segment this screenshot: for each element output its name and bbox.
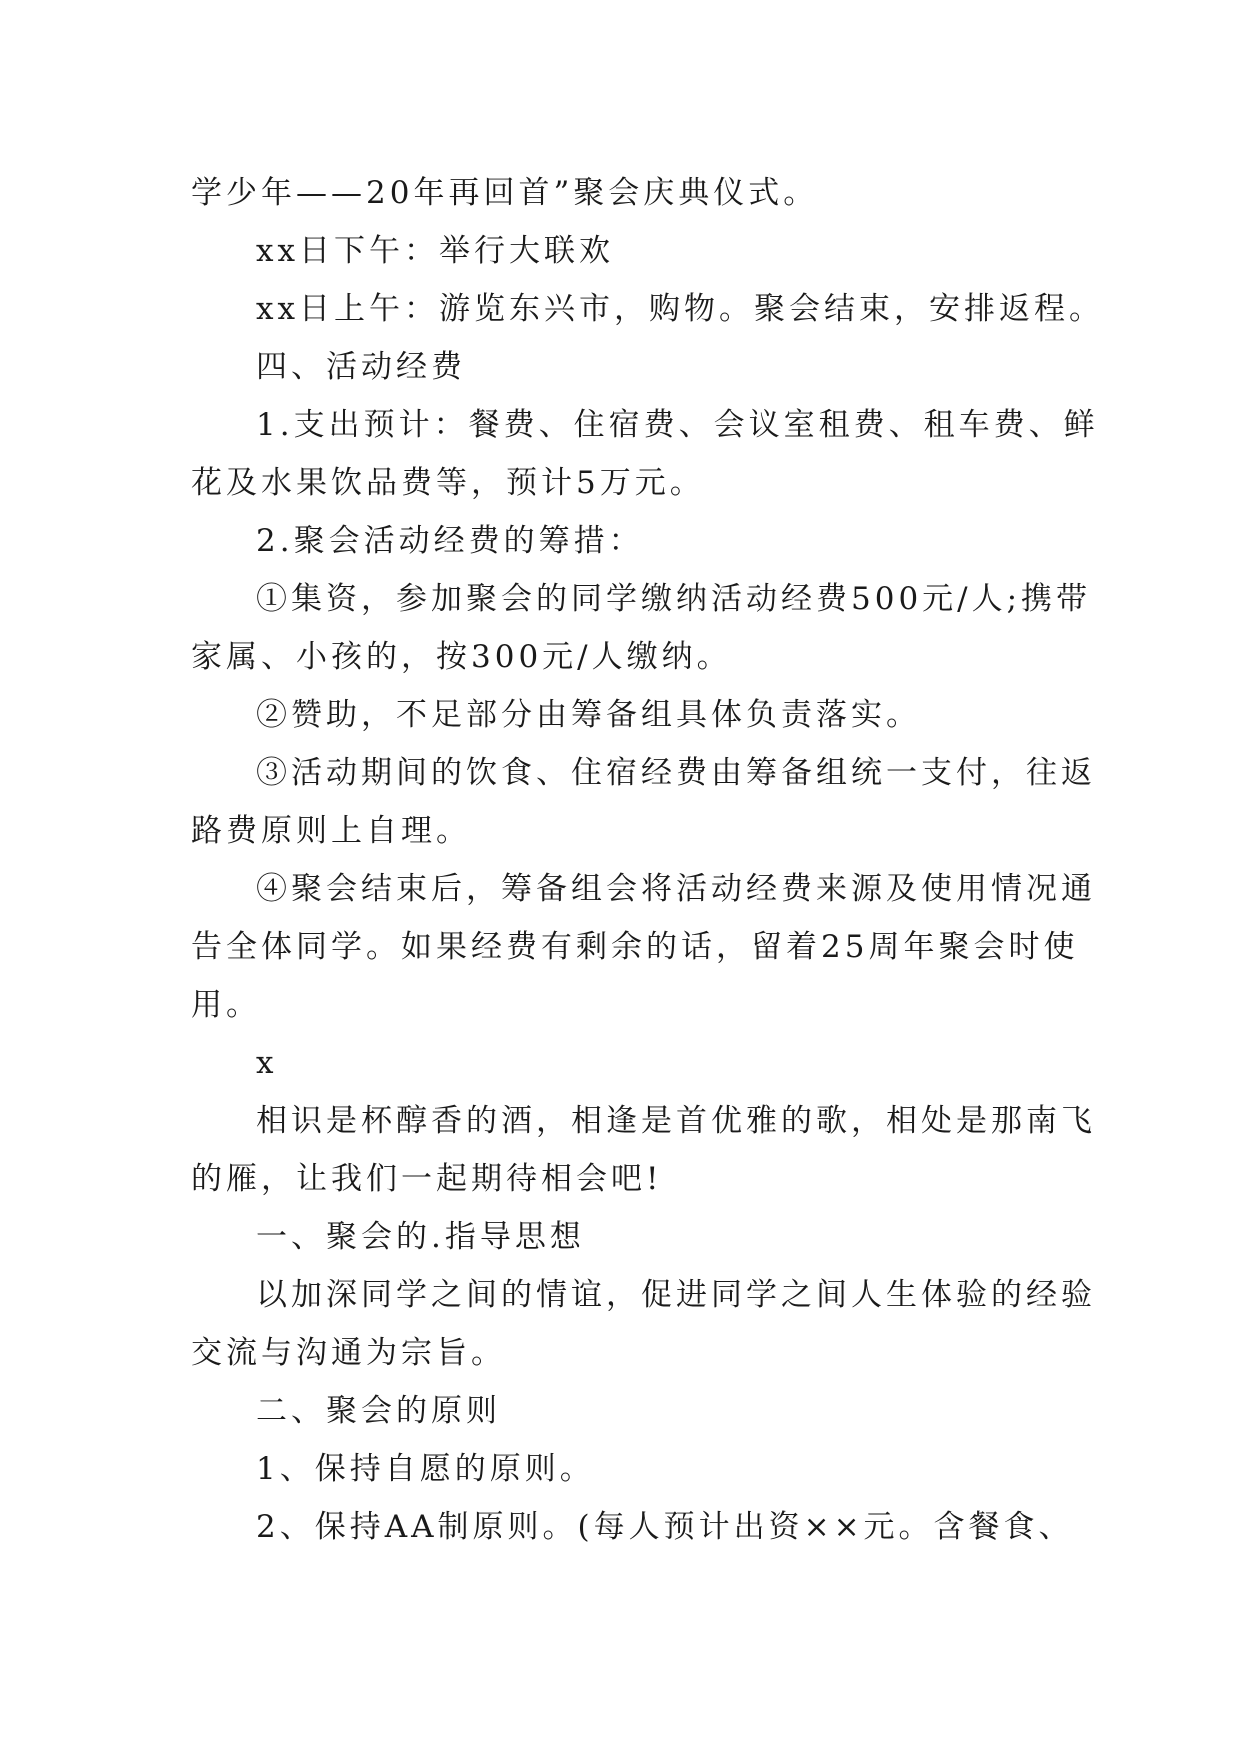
- text-line: 路费原则上自理。: [191, 813, 471, 849]
- text-line: 学少年——20年再回首”聚会庆典仪式。: [191, 175, 819, 211]
- text-line: ②赞助，不足部分由筹备组具体负责落实。: [256, 697, 921, 733]
- text-line: ④聚会结束后，筹备组会将活动经费来源及使用情况通: [256, 871, 1096, 907]
- text-line: 二、聚会的原则: [256, 1393, 501, 1429]
- text-line: ③活动期间的饮食、住宿经费由筹备组统一支付，往返: [256, 755, 1096, 791]
- text-line: ①集资，参加聚会的同学缴纳活动经费500元/人;携带: [256, 581, 1092, 617]
- text-line: 告全体同学。如果经费有剩余的话，留着25周年聚会时使: [191, 929, 1079, 965]
- text-line: 2、保持AA制原则。(每人预计出资××元。含餐食、: [256, 1509, 1074, 1545]
- text-line: 一、聚会的.指导思想: [256, 1219, 585, 1255]
- text-line: xx日下午：举行大联欢: [256, 233, 614, 269]
- text-line: 家属、小孩的，按300元/人缴纳。: [191, 639, 732, 675]
- text-line: 以加深同学之间的情谊，促进同学之间人生体验的经验: [256, 1277, 1096, 1313]
- text-line: 交流与沟通为宗旨。: [191, 1335, 506, 1371]
- text-line: 用。: [191, 987, 261, 1023]
- text-line: x: [256, 1045, 278, 1081]
- text-line: 花及水果饮品费等，预计5万元。: [191, 465, 705, 501]
- text-line: xx日上午：游览东兴市，购物。聚会结束，安排返程。: [256, 291, 1104, 327]
- text-line: 2.聚会活动经费的筹措：: [256, 523, 644, 559]
- document-body: [191, 164, 1104, 1556]
- text-line: 相识是杯醇香的酒，相逢是首优雅的歌，相处是那南飞: [256, 1103, 1096, 1139]
- text-line: 1、保持自愿的原则。: [256, 1451, 595, 1487]
- text-line: 的雁，让我们一起期待相会吧!: [191, 1161, 663, 1197]
- text-line: 四、活动经费: [256, 349, 466, 385]
- text-line: 1.支出预计：餐费、住宿费、会议室租费、租车费、鲜: [256, 407, 1099, 443]
